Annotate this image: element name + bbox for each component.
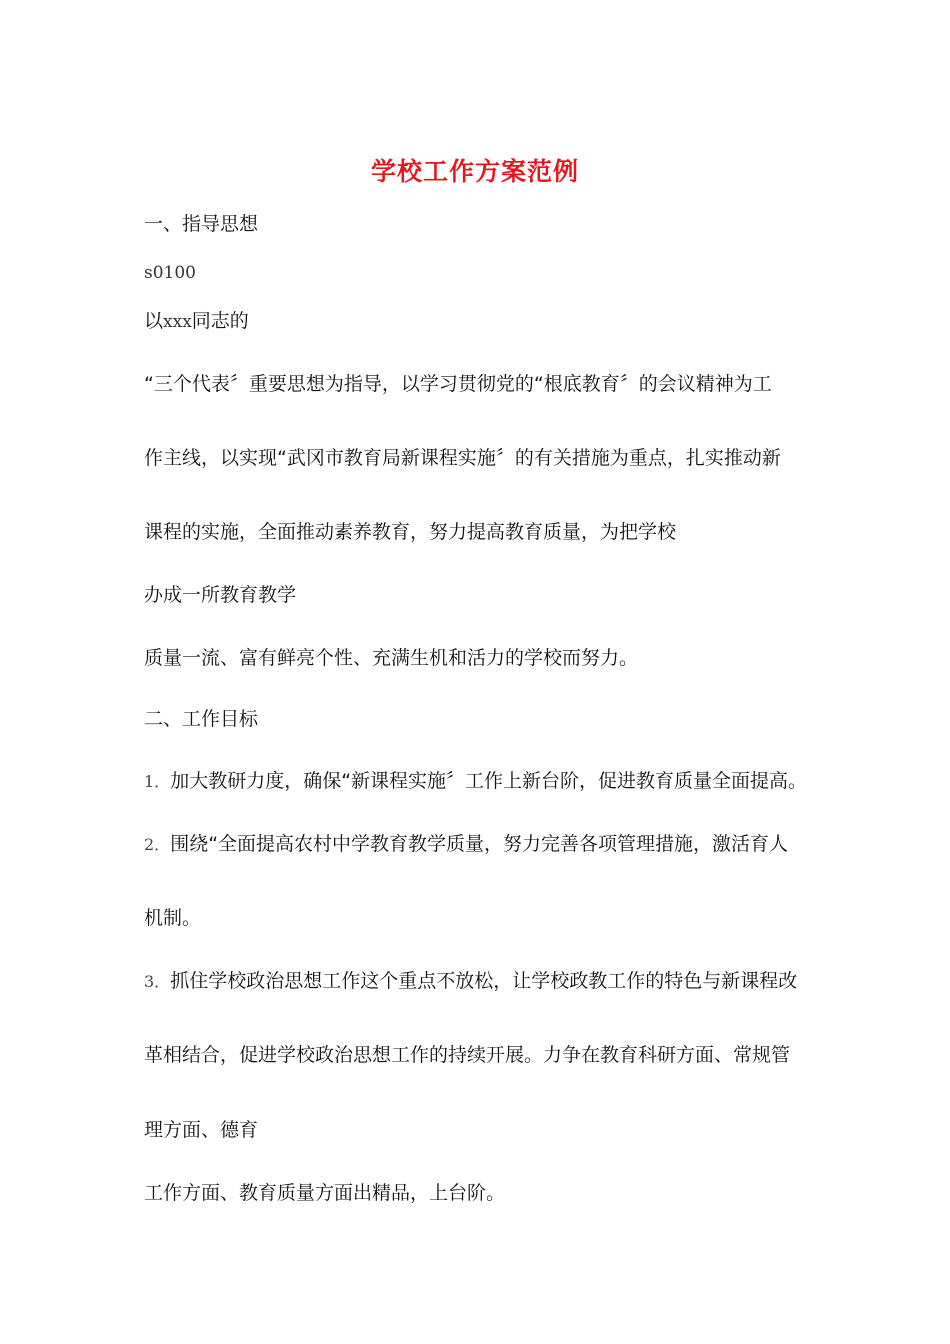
paragraph-line: 作主线，以实现“武冈市教育局新课程实施〞的有关措施为重点，扎实推动新 xyxy=(144,447,781,469)
paragraph-line: 革相结合，促进学校政治思想工作的持续开展。力争在教育科研方面、常规管 xyxy=(144,1044,791,1066)
paragraph-line: 理方面、德育 xyxy=(144,1119,259,1141)
list-item-number: 3． xyxy=(144,972,171,991)
list-item-text: 围绕“全面提高农村中学教育教学质量，努力完善各项管理措施，激活育人 xyxy=(170,833,789,855)
paragraph-line: 办成一所教育教学 xyxy=(144,584,297,606)
paragraph-line: “三个代表〞重要思想为指导，以学习贯彻党的“根底教育〞的会议精神为工 xyxy=(144,373,772,395)
list-item xyxy=(144,768,807,795)
list-item-number: 2． xyxy=(144,835,171,854)
section-heading-work-goals: 二、工作目标 xyxy=(144,708,259,730)
list-item xyxy=(144,968,797,995)
name-placeholder: xxx xyxy=(163,312,192,332)
paragraph-line: 质量一流、富有鲜亮个性、充满生机和活力的学校而努力。 xyxy=(144,647,639,669)
text-fragment: 以 xyxy=(144,310,164,332)
list-item-number: 1． xyxy=(144,772,171,791)
list-item-text: 加大教研力度，确保“新课程实施〞工作上新台阶，促进教育质量全面提高。 xyxy=(170,770,808,792)
section-heading-guiding-thought: 一、指导思想 xyxy=(144,213,259,235)
document-code: s0100 xyxy=(144,263,196,283)
paragraph-line: 机制。 xyxy=(144,907,202,929)
document-title: 学校工作方案范例 xyxy=(370,157,579,186)
list-item-text: 抓住学校政治思想工作这个重点不放松，让学校政教工作的特色与新课程改 xyxy=(170,970,798,992)
paragraph-line: 课程的实施，全面推动素养教育，努力提高教育质量，为把学校 xyxy=(144,521,677,543)
list-item xyxy=(144,831,788,858)
paragraph-line xyxy=(144,308,249,335)
paragraph-line: 工作方面、教育质量方面出精品，上台阶。 xyxy=(144,1182,506,1204)
text-fragment: 同志的 xyxy=(191,310,249,332)
